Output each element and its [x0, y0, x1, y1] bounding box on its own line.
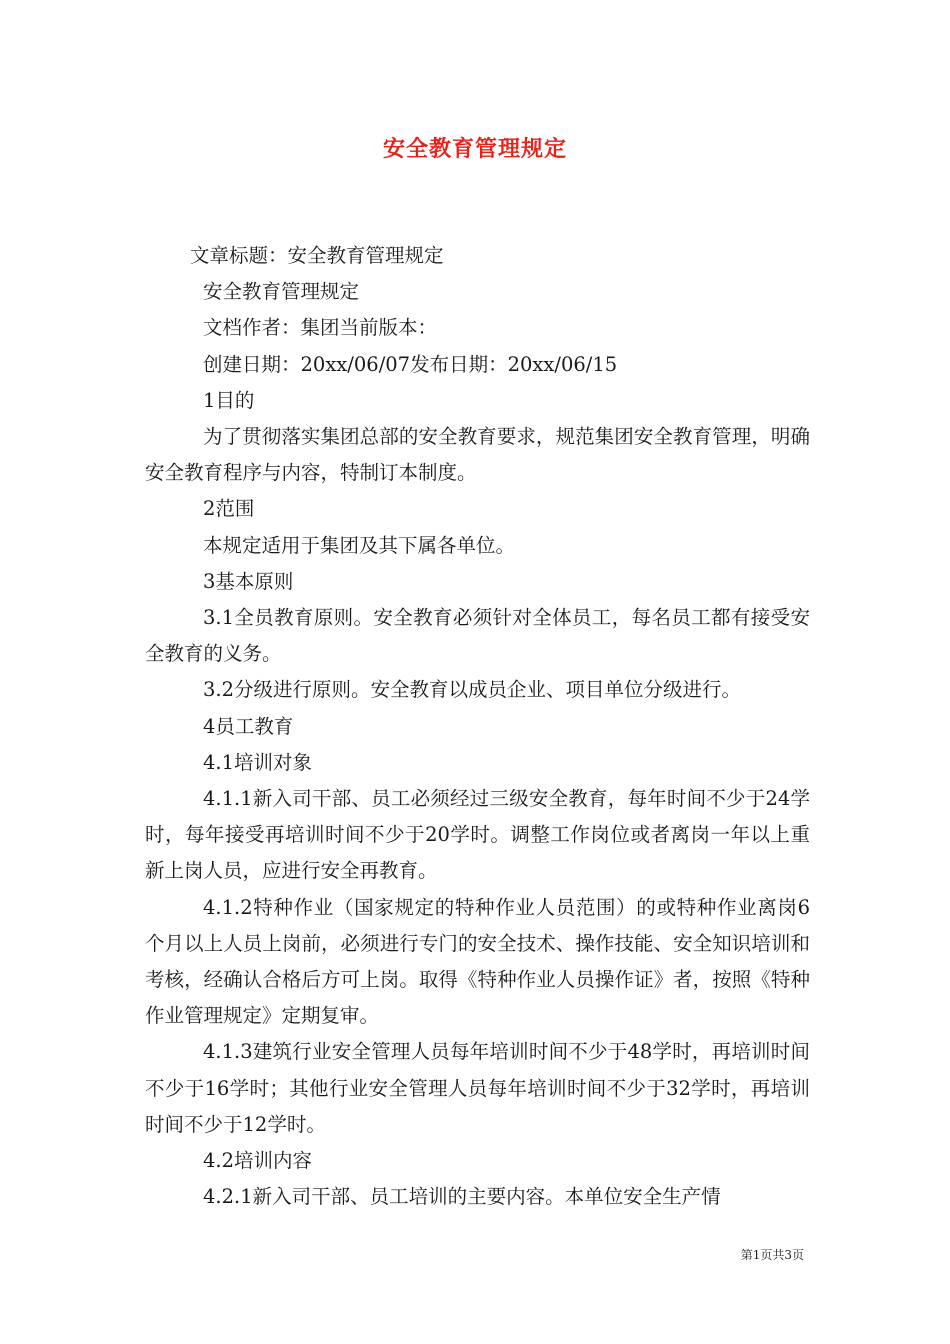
heading-4-2: 4.2培训内容 [203, 1149, 313, 1173]
paragraph-4-1-1: 4.1.1新入司干部、员工必须经过三级安全教育，每年时间不少于24学时，每年接受再培训时间不少于20学时。调整工作岗位或者离岗一年以上重新上岗人员，应进行安全再教育。 [145, 787, 810, 883]
heading-employee-education: 4员工教育 [203, 714, 294, 738]
paragraph-4-2-1: 4.2.1新入司干部、员工培训的主要内容。本单位安全生产情 [203, 1185, 721, 1209]
paragraph-purpose: 为了贯彻落实集团总部的安全教育要求，规范集团安全教育管理，明确安全教育程序与内容，特制订本制度。 [145, 425, 810, 485]
heading-4-1: 4.1培训对象 [203, 750, 313, 774]
document-body [145, 238, 810, 1215]
paragraph-author: 文档作者：集团当前版本： [203, 316, 438, 340]
heading-principles: 3基本原则 [203, 569, 294, 593]
paragraph-subtitle: 安全教育管理规定 [203, 280, 360, 304]
paragraph-4-1-2: 4.1.2特种作业（国家规定的特种作业人员范围）的或特种作业离岗6个月以上人员上岗前，必须进行专门的安全技术、操作技能、安全知识培训和考核，经确认合格后方可上岗。取得《特种作业人员操作证》者，按照《特种作业管理规定》定期复审。 [145, 895, 810, 1028]
page-number: 第1页共3页 [740, 1248, 804, 1262]
paragraph-3-2: 3.2分级进行原则。安全教育以成员企业、项目单位分级进行。 [203, 678, 742, 702]
paragraph-4-1-3: 4.1.3建筑行业安全管理人员每年培训时间不少于48学时，再培训时间不少于16学时；其他行业安全管理人员每年培训时间不少于32学时，再培训时间不少于12学时。 [145, 1040, 810, 1136]
paragraph-dates: 创建日期：20xx/06/07发布日期：20xx/06/15 [203, 352, 618, 376]
heading-purpose: 1目的 [203, 388, 255, 412]
paragraph-3-1: 3.1全员教育原则。安全教育必须针对全体员工，每名员工都有接受安全教育的义务。 [145, 606, 810, 666]
paragraph-scope: 本规定适用于集团及其下属各单位。 [203, 533, 516, 557]
document-title: 安全教育管理规定 [382, 137, 567, 162]
paragraph-article-title: 文章标题：安全教育管理规定 [190, 244, 444, 267]
heading-scope: 2范围 [203, 497, 255, 521]
